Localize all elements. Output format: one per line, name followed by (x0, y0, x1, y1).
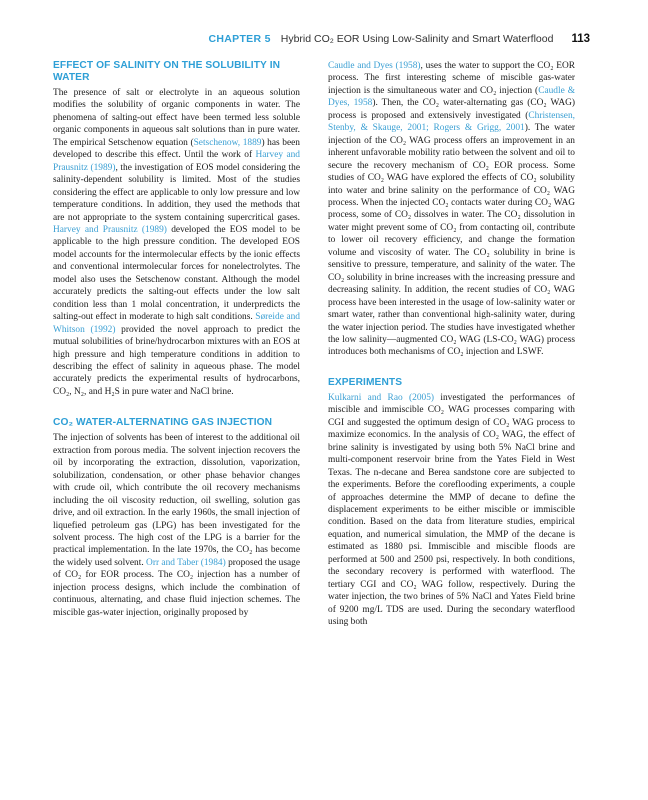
citation-link[interactable]: Orr and Taber (1984) (146, 557, 226, 568)
paragraph-experiments (328, 392, 575, 629)
citation-link[interactable]: Setschenow, 1889 (193, 137, 262, 148)
citation-link[interactable]: Caudle and Dyes (1958) (328, 61, 421, 71)
body-text: , uses the water to support the CO₂ EOR process. The first interesting scheme of miscible gas-water injection is the simultaneous water and CO₂ injection ( (328, 61, 575, 96)
section-heading-salinity-solubility: EFFECT OF SALINITY ON THE SOLUBILITY IN WATER (53, 60, 281, 83)
body-text: investigated the performances of miscible and immiscible CO₂ WAG processes comparing with CGI and suggested the optimum design of CO₂ WAG process to maximize economics. In the analysis of CO₂ WAG, the effect of brine salinity is investigated by using both 5% NaCl brine and multi-component reservoir brine from the Yates Field in West Texas. The n-decane and Berea sandstone core are subjected to the experiments. Before the coreflooding experiments, a couple of approaches determine the MMP of decane to define the displacement experiments to be either miscible or immiscible condition. Based on the data from literature studies, empirical equation, and numerical simulation, the MMP of the decane is estimated as 1880 psi. Immiscible and miscible floods are performed at 500 and 2500 psi, respectively. In both conditions, the secondary recovery is performed with waterflood. The tertiary CGI and CO₂ WAG follow, respectively. During the water injection, the two brines of 5% NaCl and Yates Field brine of 9200 mg/L TDS are used. During the secondary waterflood using both (328, 392, 575, 628)
body-text: developed the EOS model to be applicable to the high pressure condition. The developed EOS model accounts for the intermolecular effects by the ionic effects and conventional intermolecular forces for nonelectrolytes. The model also uses the Setschenow constant. Although the model accurately predicts the salting-out effects under the low salt condition less than 1 molal concentration, it underpredicts the salting-out effect in moderate to high salt conditions. (53, 224, 300, 323)
citation-link[interactable]: Kulkarni and Rao (2005) (328, 392, 435, 403)
citation-link[interactable]: Harvey and Prausnitz (1989) (53, 224, 167, 235)
chapter-label: CHAPTER 5 (208, 33, 271, 45)
body-text: ). The water injection of the CO₂ WAG process offers an improvement in an inherent unfavorable mobility ratio between the solvent and oil to secure the recovery mechanism of CO₂ EOR process. Some studies of CO₂ WAG have explored the effects of CO₂ solubility into water and brine salinity on the performance of CO₂ WAG process. When the injected CO₂ contacts water during CO₂ WAG process, some of CO₂ dissolves in water. The CO₂ dissolution in water might prevent some of CO₂ from contacting oil, contribute to lower oil recovery efficiency, and change the formation volume and viscosity of water. The CO₂ solubility in brine is sensitive to pressure, temperature, and salinity of the water. The CO₂ solubility in brine increases with the increasing pressure and decreasing salinity. In addition, the recent studies of CO₂ WAG process have been interested in the usage of low-salinity water or smart water, rather than conventional high-salinity water, during the water injection period. The studies have investigated whether the low salinity—augmented CO₂ WAG (LS-CO₂ WAG) process introduces both mechanisms of CO₂ injection and LSWF. (328, 123, 575, 358)
section-spacer (328, 359, 575, 377)
body-text: The presence of salt or electrolyte in an aqueous solution modifies the solubility of organic components in water. The phenomena of salting-out effect have been termed less soluble organic components in aqueous salt solutions than in pure water. The empirical Setschenow equation ( (53, 88, 300, 148)
body-text: proposed the usage of CO₂ for EOR process. The CO₂ injection has a number of injection process designs, which include the combination of continuous, alternating, and chase fluid injection schemes. The miscible gas-water injection, originally proposed by (53, 557, 300, 618)
citation-link[interactable]: Caudle & Dyes, 1958 (328, 85, 575, 109)
body-text: ) has been developed to describe this effect. Until the work of (53, 137, 300, 161)
citation-link[interactable]: Harvey and Prausnitz (1989) (53, 150, 300, 173)
running-head (60, 33, 590, 51)
body-text: The injection of solvents has been of interest to the additional oil extraction from porous media. The solvent injection recovers the oil by incorporating the extraction, dissolution, vaporization, solubilization, condensation, or other phase behavior changes with crude oil, which contribute the oil recovery mechanisms including the oil viscosity reduction, oil swelling, solution gas drive, and oil extraction. In the early 1960s, the small injection of liquefied petroleum gas (LPG) has been investigated for the solvent process. The high cost of the LPG is a barrier for the practical implementation. In the late 1970s, the CO₂ has become the widely used solvent. (53, 433, 300, 568)
paragraph-co2-wag (53, 432, 300, 619)
section-heading-experiments: EXPERIMENTS (328, 376, 403, 388)
left-column (53, 60, 300, 619)
body-text: provided the novel approach to predict the mutual solubilities of brine/hydrocarbon mixtures with an EOS at high pressure and high temperature conditions in addition to describing the effect of salinity in aqueous phase. The model accurately predicts the experimental results of hydrocarbons, CO₂, N₂, and H₂S in pure water and NaCl brine. (53, 324, 300, 397)
right-column (328, 60, 575, 628)
paragraph-salinity-solubility (53, 87, 300, 398)
paragraph-co2-wag-continued (328, 60, 575, 359)
chapter-title: Hybrid CO₂ EOR Using Low-Salinity and Smart Waterflood (280, 33, 554, 45)
body-text: , the investigation of EOS model considering the salinity-dependent solubility is limited. Most of the studies considering the effect are applicable to only low pressure and low temperature conditions. In addition, they used the methods that are not appropriate to the system containing supercritical gases. (53, 162, 301, 223)
section-spacer (53, 398, 300, 417)
body-text: ). Then, the CO₂ water-alternating gas (CO₂ WAG) process is proposed and extensively investigated ( (328, 98, 575, 121)
page-number: 113 (571, 33, 590, 45)
citation-link[interactable]: Christensen, Stenby, & Skauge, 2001; Rogers & Grigg, 2001 (328, 110, 575, 134)
citation-link[interactable]: Søreide and Whitson (1992) (53, 312, 300, 335)
section-heading-co2-wag: CO₂ WATER-ALTERNATING GAS INJECTION (53, 417, 273, 429)
